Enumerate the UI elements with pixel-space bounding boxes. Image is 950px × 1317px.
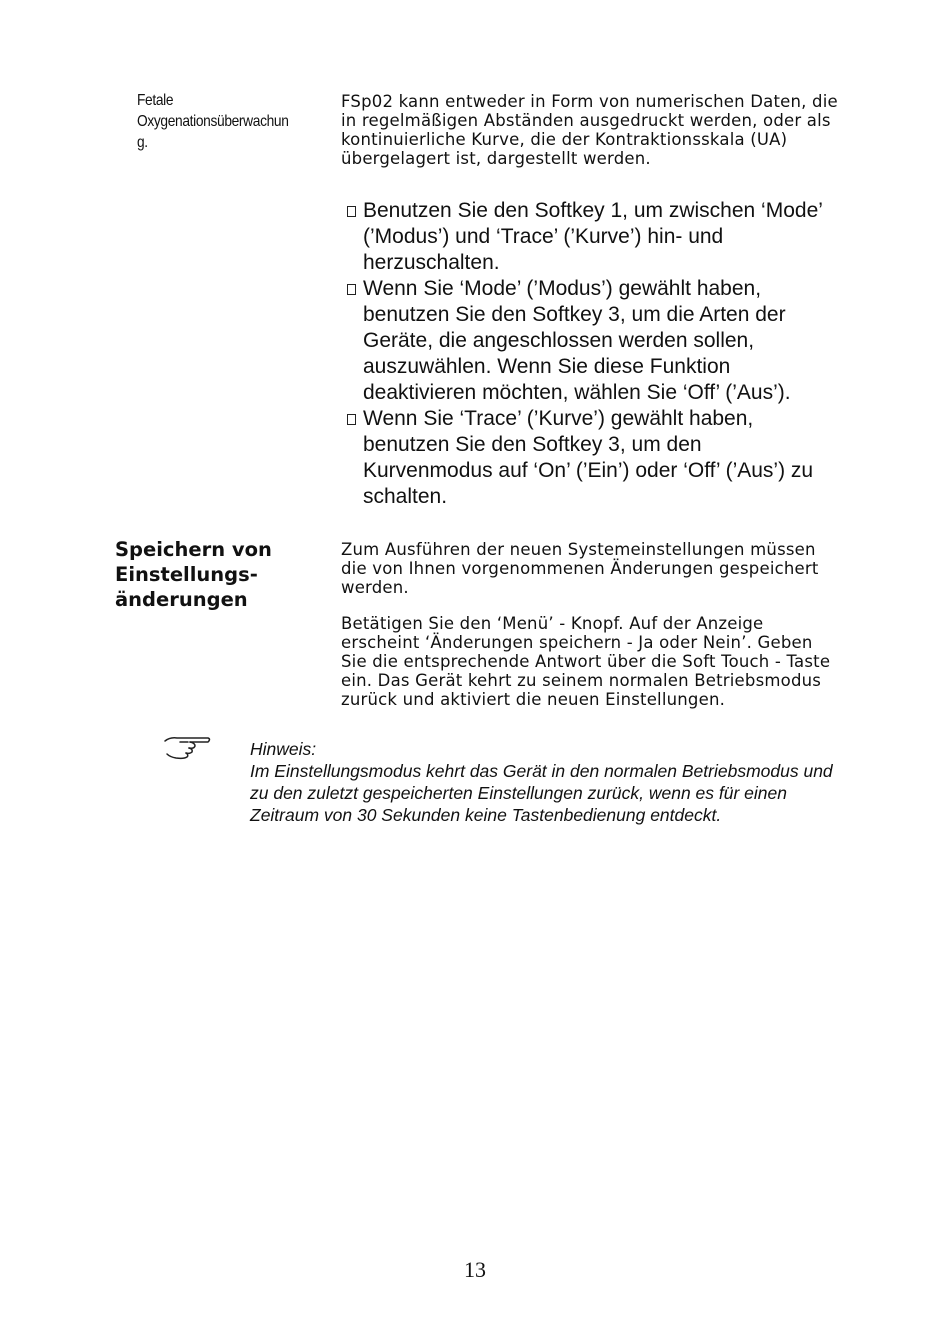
pointing-hand-icon [162,733,212,761]
bullet-item [344,406,824,510]
note-text: Im Einstellungsmodus kehrt das Gerät in den normalen Betriebsmodus und zu den zuletzt gespeicherten Einstellungen zurück, wenn es für einen Zeitraum von 30 Sekunden keine Tastenbedienung entdeckt. [250,761,833,825]
margin-note: Fetale Oxygenationsüberwachun g. [137,92,289,151]
intro-paragraph: FSp02 kann entweder in Form von numerischen Daten, die in regelmäßigen Abständen ausgedruckt werden, oder als kontinuierliche Kurve, die der Kontraktionsskala (UA) übergelagert ist, dargestellt werden. [341,92,838,168]
bullet-text: Wenn Sie ‘Trace’ (’Kurve’) gewählt haben, benutzen Sie den Softkey 3, um den Kurvenmodus auf ‘On’ (’Ein’) oder ‘Off’ (’Aus’) zu schalten. [363,407,814,508]
section-paragraph: Zum Ausführen der neuen Systemeinstellungen müssen die von Ihnen vorgenommenen Änderungen gespeichert werden. [341,540,819,597]
checkbox-bullet-icon [347,206,356,217]
checkbox-bullet-icon [347,414,356,425]
bullet-item [344,276,824,406]
bullet-item [344,198,824,276]
section-heading: Speichern von Einstellungs- änderungen [115,538,272,611]
bullet-list [344,198,824,510]
note-block [250,738,850,826]
bullet-text: Wenn Sie ‘Mode’ (’Modus’) gewählt haben, benutzen Sie den Softkey 3, um die Arten der Geräte, die angeschlossen werden sollen, auszuwählen. Wenn Sie diese Funktion deaktivieren möchten, wählen Sie ‘Off’ (’Aus’). [363,277,791,404]
bullet-text: Benutzen Sie den Softkey 1, um zwischen ‘Mode’ (’Modus’) und ‘Trace’ (’Kurve’) hin- und herzuschalten. [363,199,823,274]
checkbox-bullet-icon [347,284,356,295]
note-label: Hinweis: [250,739,317,759]
page-number: 13 [464,1257,486,1282]
section-paragraph: Betätigen Sie den ‘Menü’ - Knopf. Auf der Anzeige erscheint ‘Änderungen speichern - Ja oder Nein’. Geben Sie die entsprechende Antwort über die Soft Touch - Taste ein. Das Gerät kehrt zu seinem normalen Betriebsmodus zurück und aktiviert die neuen Einstellungen. [341,614,831,709]
